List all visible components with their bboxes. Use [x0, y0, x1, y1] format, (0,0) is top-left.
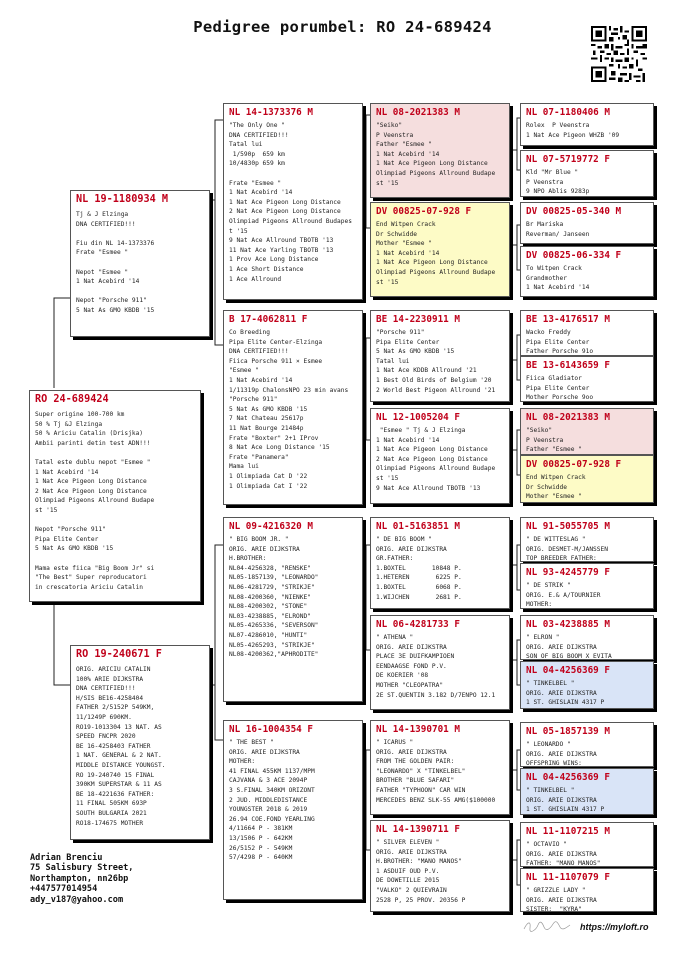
pigeon-card-ffm[interactable]: [370, 202, 510, 297]
pigeon-notes: Br Mariska Reverman/ Janseen: [526, 221, 590, 238]
ring-number: RO 19-240671 F: [76, 649, 162, 660]
pigeon-card-mmm[interactable]: [370, 820, 510, 912]
pigeon-notes: " ICARUS " ORIG. ARIE DIJKSTRA FROM THE GOLDEN PAIR: "LEONARDO" X "TINKELBEL" BROTHER "BLUE SAFARI" FATHER "TYPHOON" CAR WIN MERCEDES BENZ SLK-55 AMG($100000: [376, 739, 496, 804]
pigeon-card-mother-father[interactable]: [223, 517, 363, 702]
pigeon-notes: " DE WITTESLAG " ORIG. DESMET-M/JANSSEN TOP BREEDER FATHER:: [526, 536, 608, 562]
pigeon-card-fmf[interactable]: [370, 310, 510, 402]
pigeon-notes: Wacko Freddy Pipa Elite Center Father Porsche 91o: [526, 329, 594, 356]
ring-number: DV 00825-07-928 F: [376, 206, 472, 217]
ring-number: NL 16-1004354 F: [229, 724, 313, 735]
pigeon-notes: " LEONARDO " ORIG. ARIE DIJKSTRA OFFSPRING WINS:: [526, 741, 597, 767]
website-link[interactable]: https://myloft.ro: [580, 922, 649, 932]
pigeon-card-mff[interactable]: [370, 517, 510, 609]
pigeon-notes: " BIG BOOM JR. " ORIG. ARIE DIJKSTRA H.BROTHER: NL04-4256328, "RENSKE" NL05-1857139, "LEONARDO" NL06-4281729, "STRIKJE" NL08-4200360, "NIENKE" NL08-4200302, "STONE" NL03-4238885, "ELROND" NL05-4265336, "SEVERSON" NL07-4286010, "HUNTI" NL05-4265293, "STRIKJE" NL08-4200362,"APHRODITE": [229, 536, 319, 659]
owner-address-1: 75 Salisbury Street,: [30, 863, 134, 874]
pigeon-card-g6[interactable]: [520, 356, 654, 402]
pigeon-card-father-father[interactable]: [223, 103, 363, 300]
pigeon-card-g4[interactable]: [520, 246, 654, 297]
pigeon-notes: Super origine 100-700 km 50 % Tj &J Elzinga 50 % Ariciu Catalin (Drisjka) Ambii parinti detin test ADN!!! Tatal este dublu nepot "Esmee " 1 Nat Acebird '14 1 Nat Ace Pigeon Long Distance 2 Nat Ace Pigeon Long Distance Olimpiad Pigeons Allround Budape st '15 Nepot "Porsche 911" Pipa Elite Center 5 Nat As GMO KBDB '15 Mama este fiica "Big Boom Jr" si "The Best" Super reproducatori in crescatoria Ariciu Catalin: [35, 411, 155, 591]
pigeon-notes: End Witpen Crack Dr Schwidde Mother "Esmee " 1 Nat Acebird '14 1 Nat Ace Pigeon Long Distance Olimpiad Pigeons Allround Budape st '15: [376, 221, 496, 286]
owner-phone: +447577014954: [30, 884, 98, 895]
ring-number: NL 08-2021383 M: [526, 412, 610, 423]
pigeon-notes: " GRIZZLE LADY " ORIG. ARIE DIJKSTRA SISTER: "KYRA": [526, 887, 597, 912]
owner-address-2: Northampton, nn26bp: [30, 873, 129, 884]
pigeon-card-mother[interactable]: [70, 645, 210, 840]
ring-number: NL 11-1107215 M: [526, 826, 610, 837]
ring-number: NL 04-4256369 F: [526, 772, 610, 783]
ring-number: DV 00825-07-928 F: [526, 459, 622, 470]
page-title: Pedigree porumbel: RO 24-689424: [193, 18, 492, 36]
ring-number: NL 01-5163851 M: [376, 521, 460, 532]
pigeon-notes: " THE BEST " ORIG. ARIE DIJKSTRA MOTHER: 41 FINAL 455KM 1137/MPM CAJVANA & 3 ACE 2094P 3 S.FINAL 340KM ORIZONT 2 JUD. MIDDLEDISTANCE YOUNGSTER 2018 & 2019 26.94 COE.FOND YEARLING 4/11664 P - 381KM 13/1506 P - 642KM 26/5152 P - 549KM 57/4298 P - 640KM: [229, 739, 315, 862]
pigeon-card-fmm[interactable]: [370, 408, 510, 504]
pigeon-card-g7[interactable]: [520, 408, 654, 455]
pigeon-card-g16[interactable]: [520, 868, 654, 912]
ring-number: NL 07-1180406 M: [526, 107, 610, 118]
ring-number: NL 12-1005204 F: [376, 412, 460, 423]
pigeon-notes: " ATHENA " ORIG. ARIE DIJKSTRA PLACE 3E DUIFKAMPIOEN EENDAAGSE FOND P.V. DE KOERIER '08 MOTHER "CLEOPATRA" 2E ST.QUENTIN 3.182 D/7ENPO 12.1: [376, 634, 496, 699]
pigeon-card-g2[interactable]: [520, 150, 654, 197]
pigeon-card-g11[interactable]: [520, 615, 654, 660]
owner-contact: [30, 853, 133, 905]
pigeon-notes: Fiica Gladiator Pipa Elite Center Mother Porsche 9oo: [526, 375, 594, 402]
pigeon-card-g3[interactable]: [520, 202, 654, 244]
ring-number: NL 05-1857139 M: [526, 726, 610, 737]
ring-number: NL 14-1390701 M: [376, 724, 460, 735]
pigeon-card-g10[interactable]: [520, 563, 654, 609]
pigeon-card-father[interactable]: [70, 190, 210, 337]
ring-number: NL 08-2021383 M: [376, 107, 460, 118]
pigeon-notes: Tj & J Elzinga DNA CERTIFIED!!! Fiu din NL 14-1373376 Frate "Esmee " Nepot "Esmee " 1 Nat Acebird '14 Nepot "Porsche 911" 5 Nat As GMO KBDB '15: [76, 211, 155, 314]
pigeon-card-father-mother[interactable]: [223, 310, 363, 505]
ring-number: BE 13-6143659 F: [526, 360, 610, 371]
pigeon-notes: "Seiko" P Veenstra Father "Esmee ": [526, 427, 582, 454]
owner-name: Adrian Brenciu: [30, 853, 103, 863]
pigeon-notes: Rolex P Veenstra 1 Nat Ace Pigeon WHZB '09: [526, 122, 620, 139]
pigeon-notes: "Esmee " Tj & J Elzinga 1 Nat Acebird '14 1 Nat Ace Pigeon Long Distance 2 Nat Ace Pigeon Long Distance Olimpiad Pigeons Allround Budape st '15 9 Nat Ace Allround TBOTB '13: [376, 427, 496, 492]
pigeon-card-fff[interactable]: [370, 103, 510, 198]
pigeon-card-main[interactable]: [29, 390, 201, 602]
pigeon-notes: " DE STRIK " ORIG. E.& A/TOURNIER MOTHER:: [526, 582, 601, 609]
pigeon-card-g5[interactable]: [520, 310, 654, 356]
pigeon-notes: Co Breeding Pipa Elite Center-Elzinga DNA CERTIFIED!!! Fiica Porsche 911 × Esmee "Esmee " 1 Nat Acebird '14 1/11319p ChalonsNPO 23 min avans "Porsche 911" 5 Nat As GMO KBDB '15 7 Nat Chateau 25617p 11 Nat Bourge 21484p Frate "Boxter" 2+1 IProv 8 Nat Ace Long Distance '15 Frate "Panamera" Mama lui 1 Olimpiada Cat D '22 1 Olimpiada Cat I '22: [229, 329, 349, 490]
ring-number: NL 07-5719772 F: [526, 154, 610, 165]
pigeon-notes: " OCTAVIO " ORIG. ARIE DIJKSTRA FATHER: "MANO MANOS": [526, 841, 601, 867]
ring-number: NL 19-1180934 M: [76, 194, 169, 205]
ring-number: NL 09-4216320 M: [229, 521, 313, 532]
pigeon-card-mfm[interactable]: [370, 615, 510, 710]
pigeon-card-g13[interactable]: [520, 722, 654, 767]
ring-number: BE 13-4176517 M: [526, 314, 610, 325]
ring-number: NL 93-4245779 F: [526, 567, 610, 578]
ring-number: NL 04-4256369 F: [526, 665, 610, 676]
pigeon-notes: " DE BIG BOOM " ORIG. ARIE DIJKSTRA GR.FATHER: 1.BOXTEL 10848 P. 1.HETEREN 6225 P. 1.BOXTEL 6068 P. 1.WIJCHEN 2681 P.: [376, 536, 462, 601]
ring-number: BE 14-2230911 M: [376, 314, 460, 325]
pigeon-card-mother-mother[interactable]: [223, 720, 363, 900]
pigeon-card-mmf[interactable]: [370, 720, 510, 815]
pigeon-notes: ORIG. ARICIU CATALIN 100% ARIE DIJKSTRA DNA CERTIFIED!!! H/SIS BE16-4258404 FATHER 2/5152P 549KM, 11/1249P 690KM. RO19-1013304 13 NAT. AS SPEED FNCPR 2020 BE 16-4258403 FATHER 1 NAT. GENERAL & 2 NAT. MIDDLE DISTANCE YOUNGST. RO 19-240740 15 FINAL 390KM SUPERSTAR & 11 AS BE 18-4221636 FATHER: 11 FINAL 505KM 693P SOUTH BULGARIA 2021 RO18-174675 MOTHER: [76, 666, 166, 827]
owner-email[interactable]: ady_v187@yahoo.com: [30, 894, 124, 905]
ring-number: NL 06-4281733 F: [376, 619, 460, 630]
pigeon-notes: To Witpen Crack Grandmother 1 Nat Acebird '14: [526, 265, 590, 292]
pigeon-notes: " ELRON " ORIG. ARIE DIJKSTRA SON OF BIG BOOM X EVITA: [526, 634, 612, 660]
ring-number: NL 91-5055705 M: [526, 521, 610, 532]
pigeon-card-g9[interactable]: [520, 517, 654, 562]
ring-number: RO 24-689424: [35, 394, 109, 405]
ring-number: DV 00825-06-334 F: [526, 250, 622, 261]
pigeon-notes: " TINKELBEL " ORIG. ARIE DIJKSTRA 1 ST. GHISLAIN 4317 P: [526, 787, 605, 814]
ring-number: B 17-4062811 F: [229, 314, 308, 325]
pigeon-card-g1[interactable]: [520, 103, 654, 146]
pigeon-notes: "Porsche 911" Pipa Elite Center 5 Nat As GMO KBDB '15 Tatal lui 1 Nat Ace KDDB Allround '21 1 Best Old Birds of Belgium '20 2 World Best Pigeon Allround '21: [376, 329, 496, 394]
pigeon-notes: "Seiko" P Veenstra Father "Esmee " 1 Nat Acebird '14 1 Nat Ace Pigeon Long Distance Olimpiad Pigeons Allround Budape st '15: [376, 122, 496, 187]
pigeon-card-g12[interactable]: [520, 661, 654, 709]
pigeon-notes: Kld "Mr Blue " P Veenstra 9 NPO Ablis 9283p: [526, 169, 590, 196]
pigeon-notes: " TINKELBEL " ORIG. ARIE DIJKSTRA 1 ST. GHISLAIN 4317 P: [526, 680, 605, 707]
ring-number: NL 03-4238885 M: [526, 619, 610, 630]
pigeon-card-g14[interactable]: [520, 768, 654, 815]
pigeon-notes: " SILVER ELEVEN " ORIG. ARIE DIJKSTRA H.BROTHER: "MANO MANOS" 1 ASDUIF OUD P.V. DE DOWETILLE 2015 "VALKO" 2 QUIEVRAIN 2528 P, 25 PROV. 20356 P: [376, 839, 466, 904]
signature-icon: [522, 919, 572, 933]
ring-number: NL 14-1390711 F: [376, 824, 460, 835]
pigeon-notes: End Witpen Crack Dr Schwidde Mother "Esmee ": [526, 474, 586, 501]
ring-number: NL 11-1107079 F: [526, 872, 610, 883]
pigeon-card-g15[interactable]: [520, 822, 654, 867]
ring-number: NL 14-1373376 M: [229, 107, 313, 118]
pigeon-notes: "The Only One " DNA CERTIFIED!!! Tatal lui 1/590p 659 km 10/4830p 659 km Frate "Esmee " 1 Nat Acebird '14 1 Nat Ace Pigeon Long Distance 2 Nat Ace Pigeon Long Distance Olimpiad Pigeons Allround Budapes t '15 9 Nat Ace Allround TBOTB '13 11 Nat Ace Yarling TBOTB '13 1 Prov Ace Long Distance 1 Ace Short Distance 1 Ace Allround: [229, 122, 352, 283]
pigeon-card-g8[interactable]: [520, 455, 654, 503]
ring-number: DV 00825-05-340 M: [526, 206, 622, 217]
